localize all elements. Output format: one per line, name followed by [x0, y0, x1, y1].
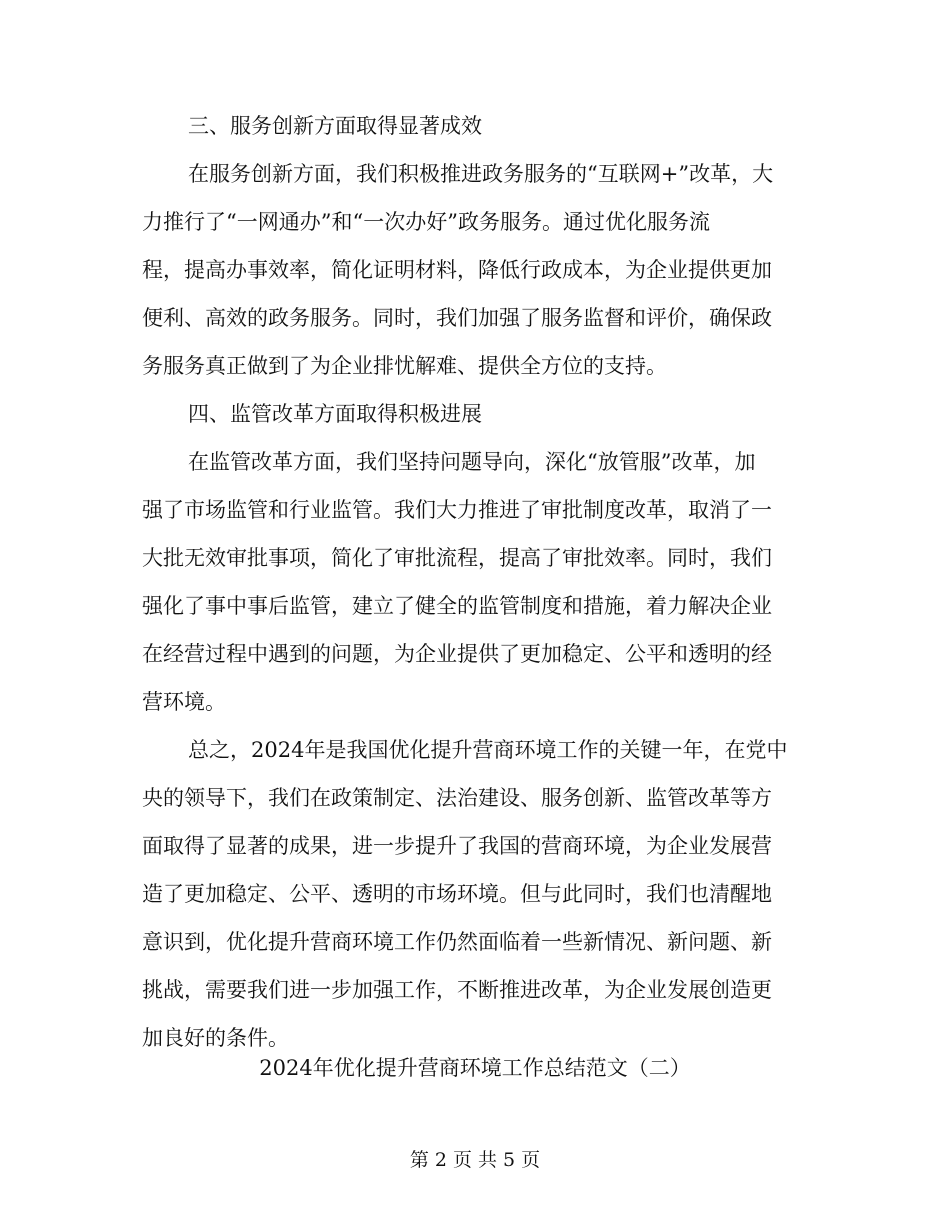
paragraph-line: 总之，2024年是我国优化提升营商环境工作的关键一年，在党中 [188, 738, 788, 762]
paragraph-line: 在经营过程中遇到的问题，为企业提供了更加稳定、公平和透明的经 [142, 642, 772, 666]
section-heading-4: 四、监管改革方面取得积极进展 [188, 402, 482, 426]
paragraph-line: 央的领导下，我们在政策制定、法治建设、服务创新、监管改革等方 [142, 786, 772, 810]
page-footer: 第 2 页 共 5 页 [409, 1149, 541, 1171]
next-section-title: 2024年优化提升营商环境工作总结范文（二） [259, 1056, 691, 1080]
paragraph-line: 意识到，优化提升营商环境工作仍然面临着一些新情况、新问题、新 [142, 930, 772, 954]
paragraph-line: 力推行了“一网通办”和“一次办好”政务服务。通过优化服务流 [142, 210, 710, 234]
paragraph-line: 造了更加稳定、公平、透明的市场环境。但与此同时，我们也清醒地 [142, 882, 772, 906]
paragraph-line: 便利、高效的政务服务。同时，我们加强了服务监督和评价，确保政 [142, 306, 772, 330]
paragraph-line: 强了市场监管和行业监管。我们大力推进了审批制度改革，取消了一 [142, 498, 772, 522]
paragraph-line: 营环境。 [142, 690, 226, 714]
paragraph-line: 在服务创新方面，我们积极推进政务服务的“互联网+”改革，大 [188, 162, 774, 186]
paragraph-line: 强化了事中事后监管，建立了健全的监管制度和措施，着力解决企业 [142, 594, 772, 618]
section-heading-3: 三、服务创新方面取得显著成效 [188, 114, 482, 138]
paragraph-line: 在监管改革方面，我们坚持问题导向，深化“放管服”改革，加 [188, 450, 756, 474]
paragraph-line: 程，提高办事效率，简化证明材料，降低行政成本，为企业提供更加 [142, 258, 772, 282]
paragraph-line: 面取得了显著的成果，进一步提升了我国的营商环境，为企业发展营 [142, 834, 772, 858]
paragraph-line: 加良好的条件。 [142, 1026, 289, 1050]
paragraph-line: 挑战，需要我们进一步加强工作，不断推进改革，为企业发展创造更 [142, 978, 772, 1002]
document-body [142, 102, 808, 1062]
paragraph-line: 大批无效审批事项，简化了审批流程，提高了审批效率。同时，我们 [142, 546, 772, 570]
paragraph-line: 务服务真正做到了为企业排忧解难、提供全方位的支持。 [142, 354, 667, 378]
